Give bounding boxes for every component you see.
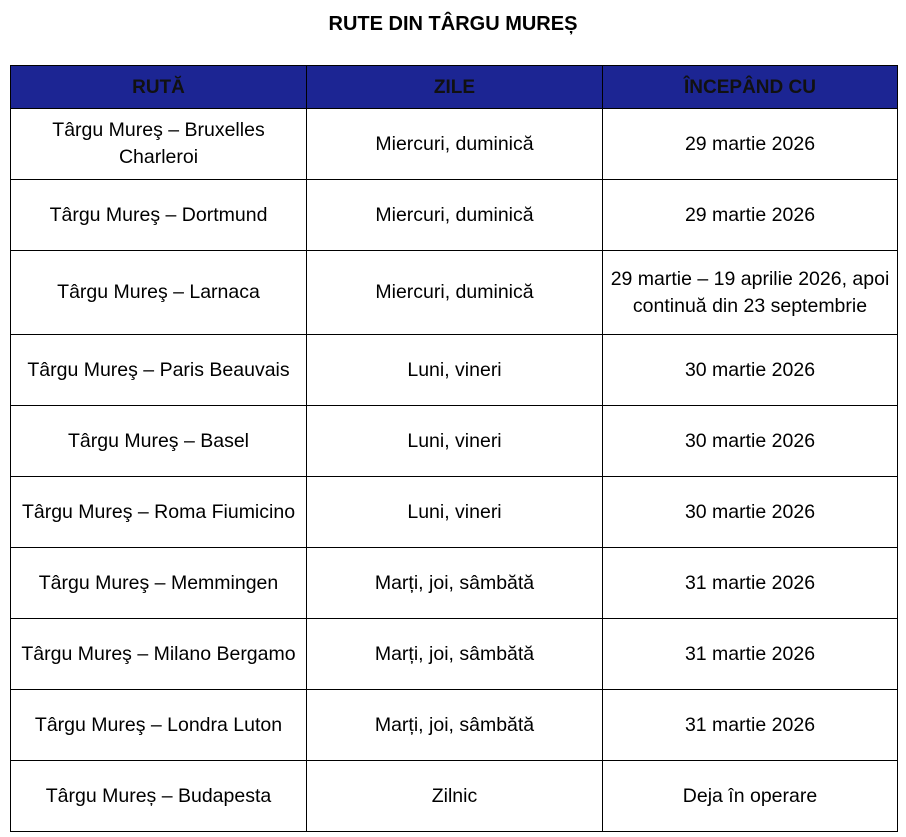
table-row [11,690,898,761]
days-cell: Miercuri, duminică [307,251,603,335]
column-header-route: RUTĂ [11,66,307,109]
days-cell: Marți, joi, sâmbătă [307,690,603,761]
column-header-start: ÎNCEPÂND CU [603,66,898,109]
table-row [11,180,898,251]
route-cell: Târgu Mureş – Basel [11,406,307,477]
start-cell: 29 martie – 19 aprilie 2026, apoi continuă din 23 septembrie [603,251,898,335]
table-body [11,109,898,832]
table-header [11,66,898,109]
start-cell: 29 martie 2026 [603,180,898,251]
start-cell: 29 martie 2026 [603,109,898,180]
table-row [11,406,898,477]
route-cell: Târgu Mureş – Memmingen [11,548,307,619]
start-cell: 30 martie 2026 [603,477,898,548]
routes-table [10,65,898,832]
days-cell: Zilnic [307,761,603,832]
table-row [11,477,898,548]
table-row [11,761,898,832]
table-row [11,548,898,619]
start-cell: 31 martie 2026 [603,548,898,619]
days-cell: Marți, joi, sâmbătă [307,548,603,619]
days-cell: Miercuri, duminică [307,109,603,180]
start-cell: 31 martie 2026 [603,619,898,690]
table-row [11,619,898,690]
table-row [11,335,898,406]
days-cell: Luni, vineri [307,477,603,548]
table-row [11,109,898,180]
days-cell: Luni, vineri [307,406,603,477]
page-title: RUTE DIN TÂRGU MUREȘ [328,13,578,35]
start-cell: Deja în operare [603,761,898,832]
column-header-days: ZILE [307,66,603,109]
days-cell: Marți, joi, sâmbătă [307,619,603,690]
route-cell: Târgu Mureş – Larnaca [11,251,307,335]
route-cell: Târgu Mureş – Dortmund [11,180,307,251]
route-cell: Târgu Mureş – Bruxelles Charleroi [11,109,307,180]
days-cell: Miercuri, duminică [307,180,603,251]
start-cell: 30 martie 2026 [603,406,898,477]
start-cell: 30 martie 2026 [603,335,898,406]
route-cell: Târgu Mureș – Budapesta [11,761,307,832]
route-cell: Târgu Mureş – Londra Luton [11,690,307,761]
start-cell: 31 martie 2026 [603,690,898,761]
route-cell: Târgu Mureş – Milano Bergamo [11,619,307,690]
route-cell: Târgu Mureş – Paris Beauvais [11,335,307,406]
days-cell: Luni, vineri [307,335,603,406]
header-row [11,66,898,109]
table-row [11,251,898,335]
route-cell: Târgu Mureş – Roma Fiumicino [11,477,307,548]
